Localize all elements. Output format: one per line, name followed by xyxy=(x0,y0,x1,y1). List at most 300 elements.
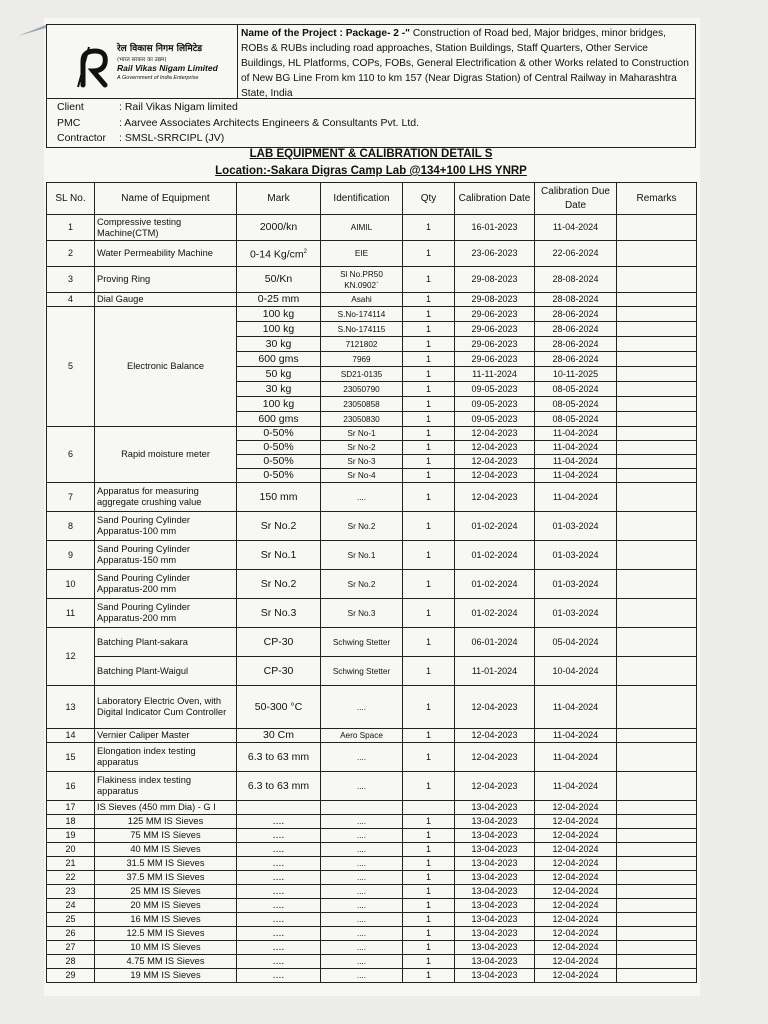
cell-cal: 29-06-2023 xyxy=(455,337,535,352)
cell-mark: 600 gms xyxy=(237,412,321,427)
col-header: Calibration Date xyxy=(455,183,535,215)
cell-sl: 12 xyxy=(47,628,95,686)
cell-mark: .... xyxy=(237,927,321,941)
cell-mark: 50 kg xyxy=(237,367,321,382)
cell-cal: 13-04-2023 xyxy=(455,927,535,941)
cell-remarks xyxy=(617,469,697,483)
cell-cal: 13-04-2023 xyxy=(455,941,535,955)
cell-name: Laboratory Electric Oven, with Digital Indicator Cum Controller xyxy=(95,686,237,729)
cell-cal: 12-04-2023 xyxy=(455,483,535,512)
cell-ident: .... xyxy=(321,871,403,885)
table-row xyxy=(47,857,697,871)
cell-remarks xyxy=(617,657,697,686)
cell-sl: 14 xyxy=(47,729,95,743)
col-header: Calibration Due Date xyxy=(535,183,617,215)
cell-cal: 29-08-2023 xyxy=(455,267,535,293)
cell-ident: 7969 xyxy=(321,352,403,367)
cell-remarks xyxy=(617,541,697,570)
cell-sl: 2 xyxy=(47,241,95,267)
cell-name: 16 MM IS Sieves xyxy=(95,913,237,927)
cell-remarks xyxy=(617,729,697,743)
cell-remarks xyxy=(617,955,697,969)
cell-sl: 26 xyxy=(47,927,95,941)
cell-due: 28-08-2024 xyxy=(535,267,617,293)
client-label: Client xyxy=(57,101,84,113)
cell-qty: 1 xyxy=(403,570,455,599)
cell-mark: .... xyxy=(237,857,321,871)
cell-remarks xyxy=(617,293,697,307)
cell-due: 12-04-2024 xyxy=(535,885,617,899)
cell-remarks xyxy=(617,599,697,628)
cell-due: 01-03-2024 xyxy=(535,570,617,599)
cell-qty: 1 xyxy=(403,382,455,397)
cell-ident: .... xyxy=(321,885,403,899)
cell-sl: 21 xyxy=(47,857,95,871)
cell-due: 12-04-2024 xyxy=(535,927,617,941)
cell-mark: CP-30 xyxy=(237,628,321,657)
cell-due: 01-03-2024 xyxy=(535,512,617,541)
cell-remarks xyxy=(617,628,697,657)
cell-ident: AIMIL xyxy=(321,215,403,241)
cell-ident: .... xyxy=(321,955,403,969)
cell-name: Sand Pouring Cylinder Apparatus-150 mm xyxy=(95,541,237,570)
cell-qty: 1 xyxy=(403,969,455,983)
cell-ident: EIE xyxy=(321,241,403,267)
cell-qty: 1 xyxy=(403,307,455,322)
cell-name: 125 MM IS Sieves xyxy=(95,815,237,829)
cell-sl: 7 xyxy=(47,483,95,512)
cell-ident: 23050858 xyxy=(321,397,403,412)
cell-name: IS Sieves (450 mm Dia) - G I xyxy=(95,801,237,815)
cell-qty: 1 xyxy=(403,772,455,801)
cell-cal: 13-04-2023 xyxy=(455,899,535,913)
cell-ident: .... xyxy=(321,743,403,772)
col-header: Mark xyxy=(237,183,321,215)
cell-mark: 0-50% xyxy=(237,455,321,469)
cell-remarks xyxy=(617,215,697,241)
cell-cal: 29-06-2023 xyxy=(455,352,535,367)
cell-ident: .... xyxy=(321,686,403,729)
cell-due: 08-05-2024 xyxy=(535,412,617,427)
cell-sl: 22 xyxy=(47,871,95,885)
cell-ident: Aero Space xyxy=(321,729,403,743)
cell-ident: Asahi xyxy=(321,293,403,307)
cell-mark: 600 gms xyxy=(237,352,321,367)
cell-ident: .... xyxy=(321,857,403,871)
cell-remarks xyxy=(617,307,697,322)
cell-ident: .... xyxy=(321,772,403,801)
cell-sl: 10 xyxy=(47,570,95,599)
cell-due: 05-04-2024 xyxy=(535,628,617,657)
cell-due: 12-04-2024 xyxy=(535,955,617,969)
logo-english-sub: A Government of India Enterprise xyxy=(117,75,199,81)
cell-ident: Sr No-1 xyxy=(321,427,403,441)
cell-remarks xyxy=(617,969,697,983)
cell-due: 28-06-2024 xyxy=(535,352,617,367)
cell-sl: 16 xyxy=(47,772,95,801)
cell-due: 10-11-2025 xyxy=(535,367,617,382)
cell-mark: 100 kg xyxy=(237,307,321,322)
cell-sl: 11 xyxy=(47,599,95,628)
cell-mark: 6.3 to 63 mm xyxy=(237,743,321,772)
table-row xyxy=(47,267,697,293)
cell-mark: .... xyxy=(237,913,321,927)
cell-cal: 01-02-2024 xyxy=(455,541,535,570)
cell-cal: 13-04-2023 xyxy=(455,955,535,969)
col-header: SL No. xyxy=(47,183,95,215)
cell-sl: 23 xyxy=(47,885,95,899)
cell-due: 28-06-2024 xyxy=(535,322,617,337)
table-header-row xyxy=(47,183,697,215)
cell-due: 12-04-2024 xyxy=(535,857,617,871)
cell-remarks xyxy=(617,455,697,469)
cell-due: 12-04-2024 xyxy=(535,913,617,927)
cell-qty: 1 xyxy=(403,241,455,267)
cell-remarks xyxy=(617,427,697,441)
pen-mark-icon xyxy=(16,22,50,38)
cell-due: 11-04-2024 xyxy=(535,743,617,772)
table-row xyxy=(47,899,697,913)
cell-sl: 27 xyxy=(47,941,95,955)
cell-due: 28-06-2024 xyxy=(535,307,617,322)
cell-qty: 1 xyxy=(403,483,455,512)
cell-remarks xyxy=(617,815,697,829)
cell-cal: 12-04-2023 xyxy=(455,455,535,469)
cell-due: 11-04-2024 xyxy=(535,215,617,241)
cell-remarks xyxy=(617,871,697,885)
cell-mark: 30 kg xyxy=(237,382,321,397)
cell-due: 11-04-2024 xyxy=(535,427,617,441)
cell-name: Compressive testing Machine(CTM) xyxy=(95,215,237,241)
cell-mark xyxy=(237,801,321,815)
cell-cal: 09-05-2023 xyxy=(455,412,535,427)
cell-ident: Schwing Stetter xyxy=(321,628,403,657)
cell-sl: 8 xyxy=(47,512,95,541)
cell-due: 11-04-2024 xyxy=(535,772,617,801)
col-header: Remarks xyxy=(617,183,697,215)
cell-qty: 1 xyxy=(403,397,455,412)
cell-ident: S.No-174114 xyxy=(321,307,403,322)
cell-ident: S.No-174115 xyxy=(321,322,403,337)
cell-qty: 1 xyxy=(403,941,455,955)
table-row xyxy=(47,913,697,927)
cell-remarks xyxy=(617,927,697,941)
cell-remarks xyxy=(617,801,697,815)
table-row xyxy=(47,941,697,955)
doc-title: LAB EQUIPMENT & CALIBRATION DETAIL S xyxy=(249,148,493,160)
cell-ident: 23050830 xyxy=(321,412,403,427)
cell-mark: CP-30 xyxy=(237,657,321,686)
cell-remarks xyxy=(617,512,697,541)
contractor-value: : SMSL-SRRCIPL (JV) xyxy=(119,132,225,144)
cell-name: Rapid moisture meter xyxy=(95,427,237,483)
cell-mark: 50/Kn xyxy=(237,267,321,293)
project-label: Name of the Project : Package- 2 -" xyxy=(241,28,411,39)
table-row xyxy=(47,969,697,983)
cell-cal: 29-06-2023 xyxy=(455,307,535,322)
cell-qty: 1 xyxy=(403,441,455,455)
cell-ident: .... xyxy=(321,969,403,983)
cell-name: Apparatus for measuring aggregate crushing value xyxy=(95,483,237,512)
cell-due: 11-04-2024 xyxy=(535,441,617,455)
cell-due: 01-03-2024 xyxy=(535,599,617,628)
cell-qty: 1 xyxy=(403,427,455,441)
cell-mark: 0-50% xyxy=(237,427,321,441)
table-row xyxy=(47,955,697,969)
cell-cal: 01-02-2024 xyxy=(455,512,535,541)
cell-mark: 2000/kn xyxy=(237,215,321,241)
cell-mark: .... xyxy=(237,941,321,955)
cell-remarks xyxy=(617,941,697,955)
cell-cal: 13-04-2023 xyxy=(455,815,535,829)
cell-mark: 30 kg xyxy=(237,337,321,352)
cell-mark: Sr No.3 xyxy=(237,599,321,628)
cell-ident: Sr No.3 xyxy=(321,599,403,628)
cell-name: 19 MM IS Sieves xyxy=(95,969,237,983)
cell-sl: 24 xyxy=(47,899,95,913)
cell-cal: 09-05-2023 xyxy=(455,397,535,412)
col-header: Name of Equipment xyxy=(95,183,237,215)
cell-due: 28-08-2024 xyxy=(535,293,617,307)
table-row xyxy=(47,885,697,899)
cell-cal: 13-04-2023 xyxy=(455,829,535,843)
cell-mark: Sr No.1 xyxy=(237,541,321,570)
cell-mark: 150 mm xyxy=(237,483,321,512)
cell-cal: 09-05-2023 xyxy=(455,382,535,397)
table-row xyxy=(47,599,697,628)
cell-name: 31.5 MM IS Sieves xyxy=(95,857,237,871)
cell-qty: 1 xyxy=(403,367,455,382)
cell-sl: 25 xyxy=(47,913,95,927)
cell-ident: 23050790 xyxy=(321,382,403,397)
rvnl-logo xyxy=(47,25,238,98)
cell-due: 10-04-2024 xyxy=(535,657,617,686)
cell-sl: 4 xyxy=(47,293,95,307)
cell-cal: 11-01-2024 xyxy=(455,657,535,686)
cell-mark: 30 Cm xyxy=(237,729,321,743)
cell-sl: 28 xyxy=(47,955,95,969)
table-row xyxy=(47,927,697,941)
cell-cal: 16-01-2023 xyxy=(455,215,535,241)
table-row xyxy=(47,729,697,743)
cell-cal: 29-06-2023 xyxy=(455,322,535,337)
cell-ident: Sr No-4 xyxy=(321,469,403,483)
pmc-value: : Aarvee Associates Architects Engineers & Consultants Pvt. Ltd. xyxy=(119,117,419,129)
cell-cal: 13-04-2023 xyxy=(455,885,535,899)
table-row xyxy=(47,843,697,857)
cell-remarks xyxy=(617,382,697,397)
cell-qty: 1 xyxy=(403,871,455,885)
cell-name: Water Permeability Machine xyxy=(95,241,237,267)
cell-cal: 23-06-2023 xyxy=(455,241,535,267)
cell-ident: .... xyxy=(321,815,403,829)
cell-due: 12-04-2024 xyxy=(535,871,617,885)
cell-qty: 1 xyxy=(403,686,455,729)
cell-mark: Sr No.2 xyxy=(237,512,321,541)
cell-mark: .... xyxy=(237,829,321,843)
cell-name: 25 MM IS Sieves xyxy=(95,885,237,899)
cell-due: 12-04-2024 xyxy=(535,941,617,955)
cell-name: Proving Ring xyxy=(95,267,237,293)
mark-text: 0-14 Kg/cm xyxy=(249,248,304,261)
cell-ident: Sr No.2 xyxy=(321,570,403,599)
info-block xyxy=(46,99,696,148)
document-header xyxy=(46,24,696,99)
cell-remarks xyxy=(617,857,697,871)
cell-ident: .... xyxy=(321,941,403,955)
cell-name: Dial Gauge xyxy=(95,293,237,307)
cell-due: 11-04-2024 xyxy=(535,483,617,512)
pmc-row xyxy=(57,117,419,129)
cell-qty: 1 xyxy=(403,599,455,628)
cell-due: 28-06-2024 xyxy=(535,337,617,352)
cell-cal: 13-04-2023 xyxy=(455,913,535,927)
logo-hindi-name: रेल विकास निगम लिमिटेड xyxy=(117,44,203,54)
cell-name: Electronic Balance xyxy=(95,307,237,427)
table-row xyxy=(47,512,697,541)
table-row xyxy=(47,829,697,843)
project-description xyxy=(238,25,695,98)
cell-name: 37.5 MM IS Sieves xyxy=(95,871,237,885)
logo-english-name: Rail Vikas Nigam Limited xyxy=(117,63,218,73)
cell-qty: 1 xyxy=(403,267,455,293)
cell-cal: 12-04-2023 xyxy=(455,772,535,801)
cell-cal: 01-02-2024 xyxy=(455,599,535,628)
cell-remarks xyxy=(617,412,697,427)
cell-qty: 1 xyxy=(403,899,455,913)
cell-due: 11-04-2024 xyxy=(535,729,617,743)
cell-remarks xyxy=(617,899,697,913)
cell-mark: Sr No.2 xyxy=(237,570,321,599)
cell-qty: 1 xyxy=(403,352,455,367)
cell-ident: .... xyxy=(321,899,403,913)
cell-qty: 1 xyxy=(403,815,455,829)
cell-sl: 17 xyxy=(47,801,95,815)
cell-mark: 0-25 mm xyxy=(237,293,321,307)
cell-sl: 13 xyxy=(47,686,95,729)
col-header: Identification xyxy=(321,183,403,215)
cell-qty: 1 xyxy=(403,743,455,772)
cell-ident xyxy=(321,801,403,815)
cell-due: 12-04-2024 xyxy=(535,843,617,857)
cell-name: Flakiness index testing apparatus xyxy=(95,772,237,801)
cell-ident: .... xyxy=(321,843,403,857)
cell-due: 08-05-2024 xyxy=(535,382,617,397)
cell-name: 4.75 MM IS Sieves xyxy=(95,955,237,969)
pmc-label: PMC xyxy=(57,117,81,129)
cell-name: Elongation index testing apparatus xyxy=(95,743,237,772)
cell-qty: 1 xyxy=(403,885,455,899)
cell-ident: .... xyxy=(321,829,403,843)
cell-sl: 20 xyxy=(47,843,95,857)
cell-remarks xyxy=(617,913,697,927)
cell-sl: 5 xyxy=(47,307,95,427)
cell-name: Batching Plant-Waigul xyxy=(95,657,237,686)
cell-ident: .... xyxy=(321,927,403,941)
cell-name: Vernier Caliper Master xyxy=(95,729,237,743)
contractor-row xyxy=(57,132,224,144)
cell-name: 20 MM IS Sieves xyxy=(95,899,237,913)
cell-mark: 100 kg xyxy=(237,397,321,412)
cell-cal: 12-04-2023 xyxy=(455,427,535,441)
cell-qty: 1 xyxy=(403,455,455,469)
cell-remarks xyxy=(617,570,697,599)
cell-remarks xyxy=(617,441,697,455)
cell-qty: 1 xyxy=(403,628,455,657)
cell-cal: 12-04-2023 xyxy=(455,441,535,455)
cell-ident: 7121802 xyxy=(321,337,403,352)
table-row xyxy=(47,427,697,441)
cell-remarks xyxy=(617,772,697,801)
cell-due: 11-04-2024 xyxy=(535,686,617,729)
cell-ident: Sr No-3 xyxy=(321,455,403,469)
cell-cal: 13-04-2023 xyxy=(455,969,535,983)
cell-cal: 12-04-2023 xyxy=(455,469,535,483)
cell-remarks xyxy=(617,843,697,857)
cell-due: 11-04-2024 xyxy=(535,469,617,483)
cell-remarks xyxy=(617,367,697,382)
col-header: Qty xyxy=(403,183,455,215)
cell-due: 12-04-2024 xyxy=(535,801,617,815)
cell-qty: 1 xyxy=(403,913,455,927)
cell-remarks xyxy=(617,686,697,729)
table-row xyxy=(47,215,697,241)
cell-sl: 18 xyxy=(47,815,95,829)
cell-sl: 1 xyxy=(47,215,95,241)
cell-sl: 6 xyxy=(47,427,95,483)
cell-remarks xyxy=(617,885,697,899)
cell-qty: 1 xyxy=(403,322,455,337)
table-row xyxy=(47,871,697,885)
cell-qty: 1 xyxy=(403,541,455,570)
cell-due: 01-03-2024 xyxy=(535,541,617,570)
table-row xyxy=(47,293,697,307)
cell-qty: 1 xyxy=(403,729,455,743)
cell-sl: 29 xyxy=(47,969,95,983)
cell-qty: 1 xyxy=(403,927,455,941)
cell-qty: 1 xyxy=(403,215,455,241)
logo-hindi-sub: (भारत सरकार का उद्यम) xyxy=(117,57,167,63)
cell-sl: 3 xyxy=(47,267,95,293)
cell-name: Sand Pouring Cylinder Apparatus-100 mm xyxy=(95,512,237,541)
table-row xyxy=(47,241,697,267)
cell-qty: 1 xyxy=(403,857,455,871)
cell-mark: .... xyxy=(237,899,321,913)
cell-due: 22-06-2024 xyxy=(535,241,617,267)
cell-name: Batching Plant-sakara xyxy=(95,628,237,657)
cell-mark: 100 kg xyxy=(237,322,321,337)
cell-ident: .... xyxy=(321,913,403,927)
table-row xyxy=(47,801,697,815)
cell-remarks xyxy=(617,337,697,352)
cell-cal: 29-08-2023 xyxy=(455,293,535,307)
cell-ident: Sl No.PR50 KN.0902` xyxy=(321,267,403,293)
client-row xyxy=(57,101,238,113)
table-row xyxy=(47,815,697,829)
table-row xyxy=(47,657,697,686)
cell-remarks xyxy=(617,322,697,337)
table-row xyxy=(47,686,697,729)
cell-sl: 15 xyxy=(47,743,95,772)
cell-cal: 01-02-2024 xyxy=(455,570,535,599)
cell-name: Sand Pouring Cylinder Apparatus-200 mm xyxy=(95,570,237,599)
cell-qty: 1 xyxy=(403,469,455,483)
cell-due: 08-05-2024 xyxy=(535,397,617,412)
cell-ident: Schwing Stetter xyxy=(321,657,403,686)
cell-qty: 1 xyxy=(403,829,455,843)
cell-cal: 13-04-2023 xyxy=(455,843,535,857)
cell-cal: 12-04-2023 xyxy=(455,729,535,743)
